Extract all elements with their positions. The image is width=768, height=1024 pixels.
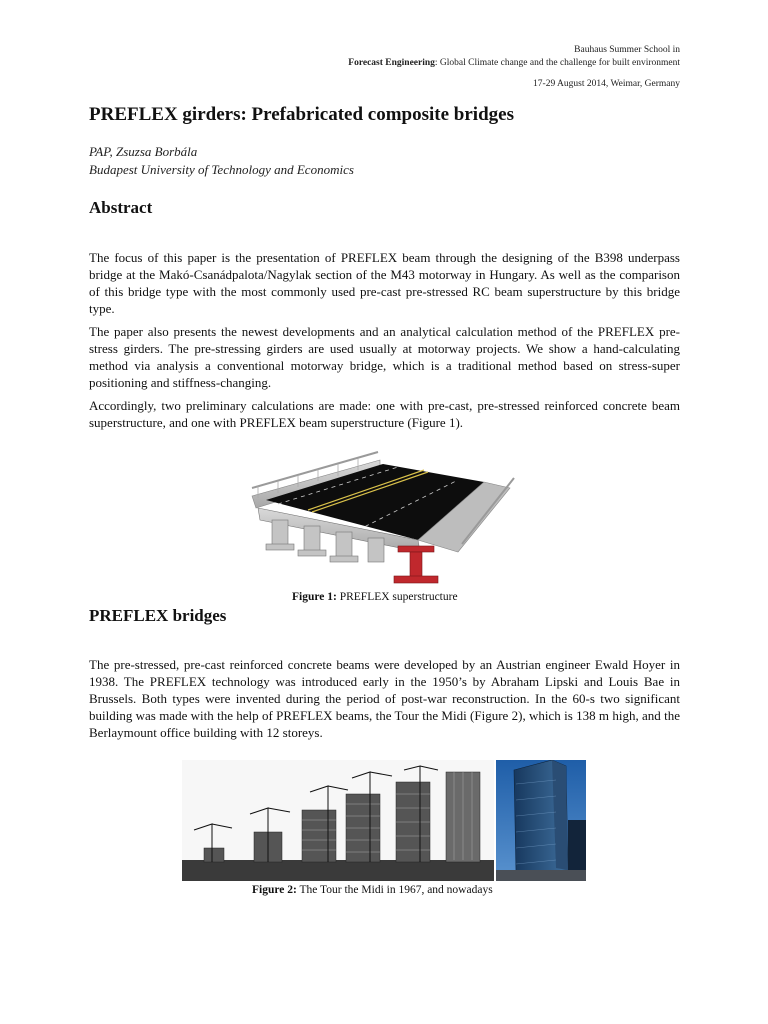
- figure-1-label: Figure 1:: [292, 591, 337, 603]
- conference-dates: 17-29 August 2014, Weimar, Germany: [533, 79, 680, 89]
- section-paragraph: The pre-stressed, pre-cast reinforced concrete beams were developed by an Austrian engineer Ewald Hoyer in 1938. The PREFLEX technology was introduced early in the 1950’s by Abraham Lipski and Louis Bae in Brussels. Both types were invented during the period of post-war reconstruction. In the 60-s two significant building was made with the help of PREFLEX beams, the Tour the Midi (Figure 2), which is 138 m high, and the Berlaymount office building with 12 storeys.: [89, 657, 680, 740]
- figure-2-text: The Tour the Midi in 1967, and nowadays: [296, 884, 493, 896]
- figure-1-caption: [292, 591, 458, 603]
- conference-line-1: Bauhaus Summer School in: [574, 45, 680, 55]
- conference-name: Forecast Engineering: [348, 58, 435, 68]
- author-affiliation: Budapest University of Technology and Economics: [89, 162, 354, 177]
- figure-2-caption: [252, 884, 493, 896]
- abstract-paragraph: The paper also presents the newest developments and an analytical calculation method of the PREFLEX pre-stress girders. The pre-stressing girders are used usually at motorway projects. We show a hand-calculating method via analysis a conventional motorway bridge, which is a traditional method based on stress-super positioning and stiffness-changing.: [89, 324, 680, 390]
- abstract-heading: Abstract: [89, 198, 153, 217]
- figure-1-bridge-image: [248, 448, 520, 588]
- figure-1-text: PREFLEX superstructure: [336, 591, 458, 603]
- abstract-paragraph: The focus of this paper is the presentation of PREFLEX beam through the designing of the B398 underpass bridge at the Makó-Csanádpalota/Nagylak section of the M43 motorway in Hungary. As well as the comparison of this bridge type with the most commonly used pre-cast pre-stressed RC beam superstructure by this bridge type.: [89, 250, 680, 316]
- conference-line-2: [348, 57, 680, 70]
- figure-2-label: Figure 2:: [252, 884, 297, 896]
- section-heading: PREFLEX bridges: [89, 606, 227, 625]
- paper-title: PREFLEX girders: Prefabricated composite bridges: [89, 104, 514, 125]
- author-name: PAP, Zsuzsa Borbála: [89, 144, 198, 159]
- figure-2-tower-photo: [496, 760, 586, 881]
- author-block: [89, 143, 354, 179]
- conference-header: [348, 44, 680, 91]
- figure-2-construction-photo: [182, 760, 494, 881]
- conference-theme: : Global Climate change and the challenge for built environment: [434, 58, 680, 68]
- abstract-paragraph: Accordingly, two preliminary calculations are made: one with pre-cast, pre-stressed reinforced concrete beam superstructure, and one with PREFLEX beam superstructure (Figure 1).: [89, 398, 680, 430]
